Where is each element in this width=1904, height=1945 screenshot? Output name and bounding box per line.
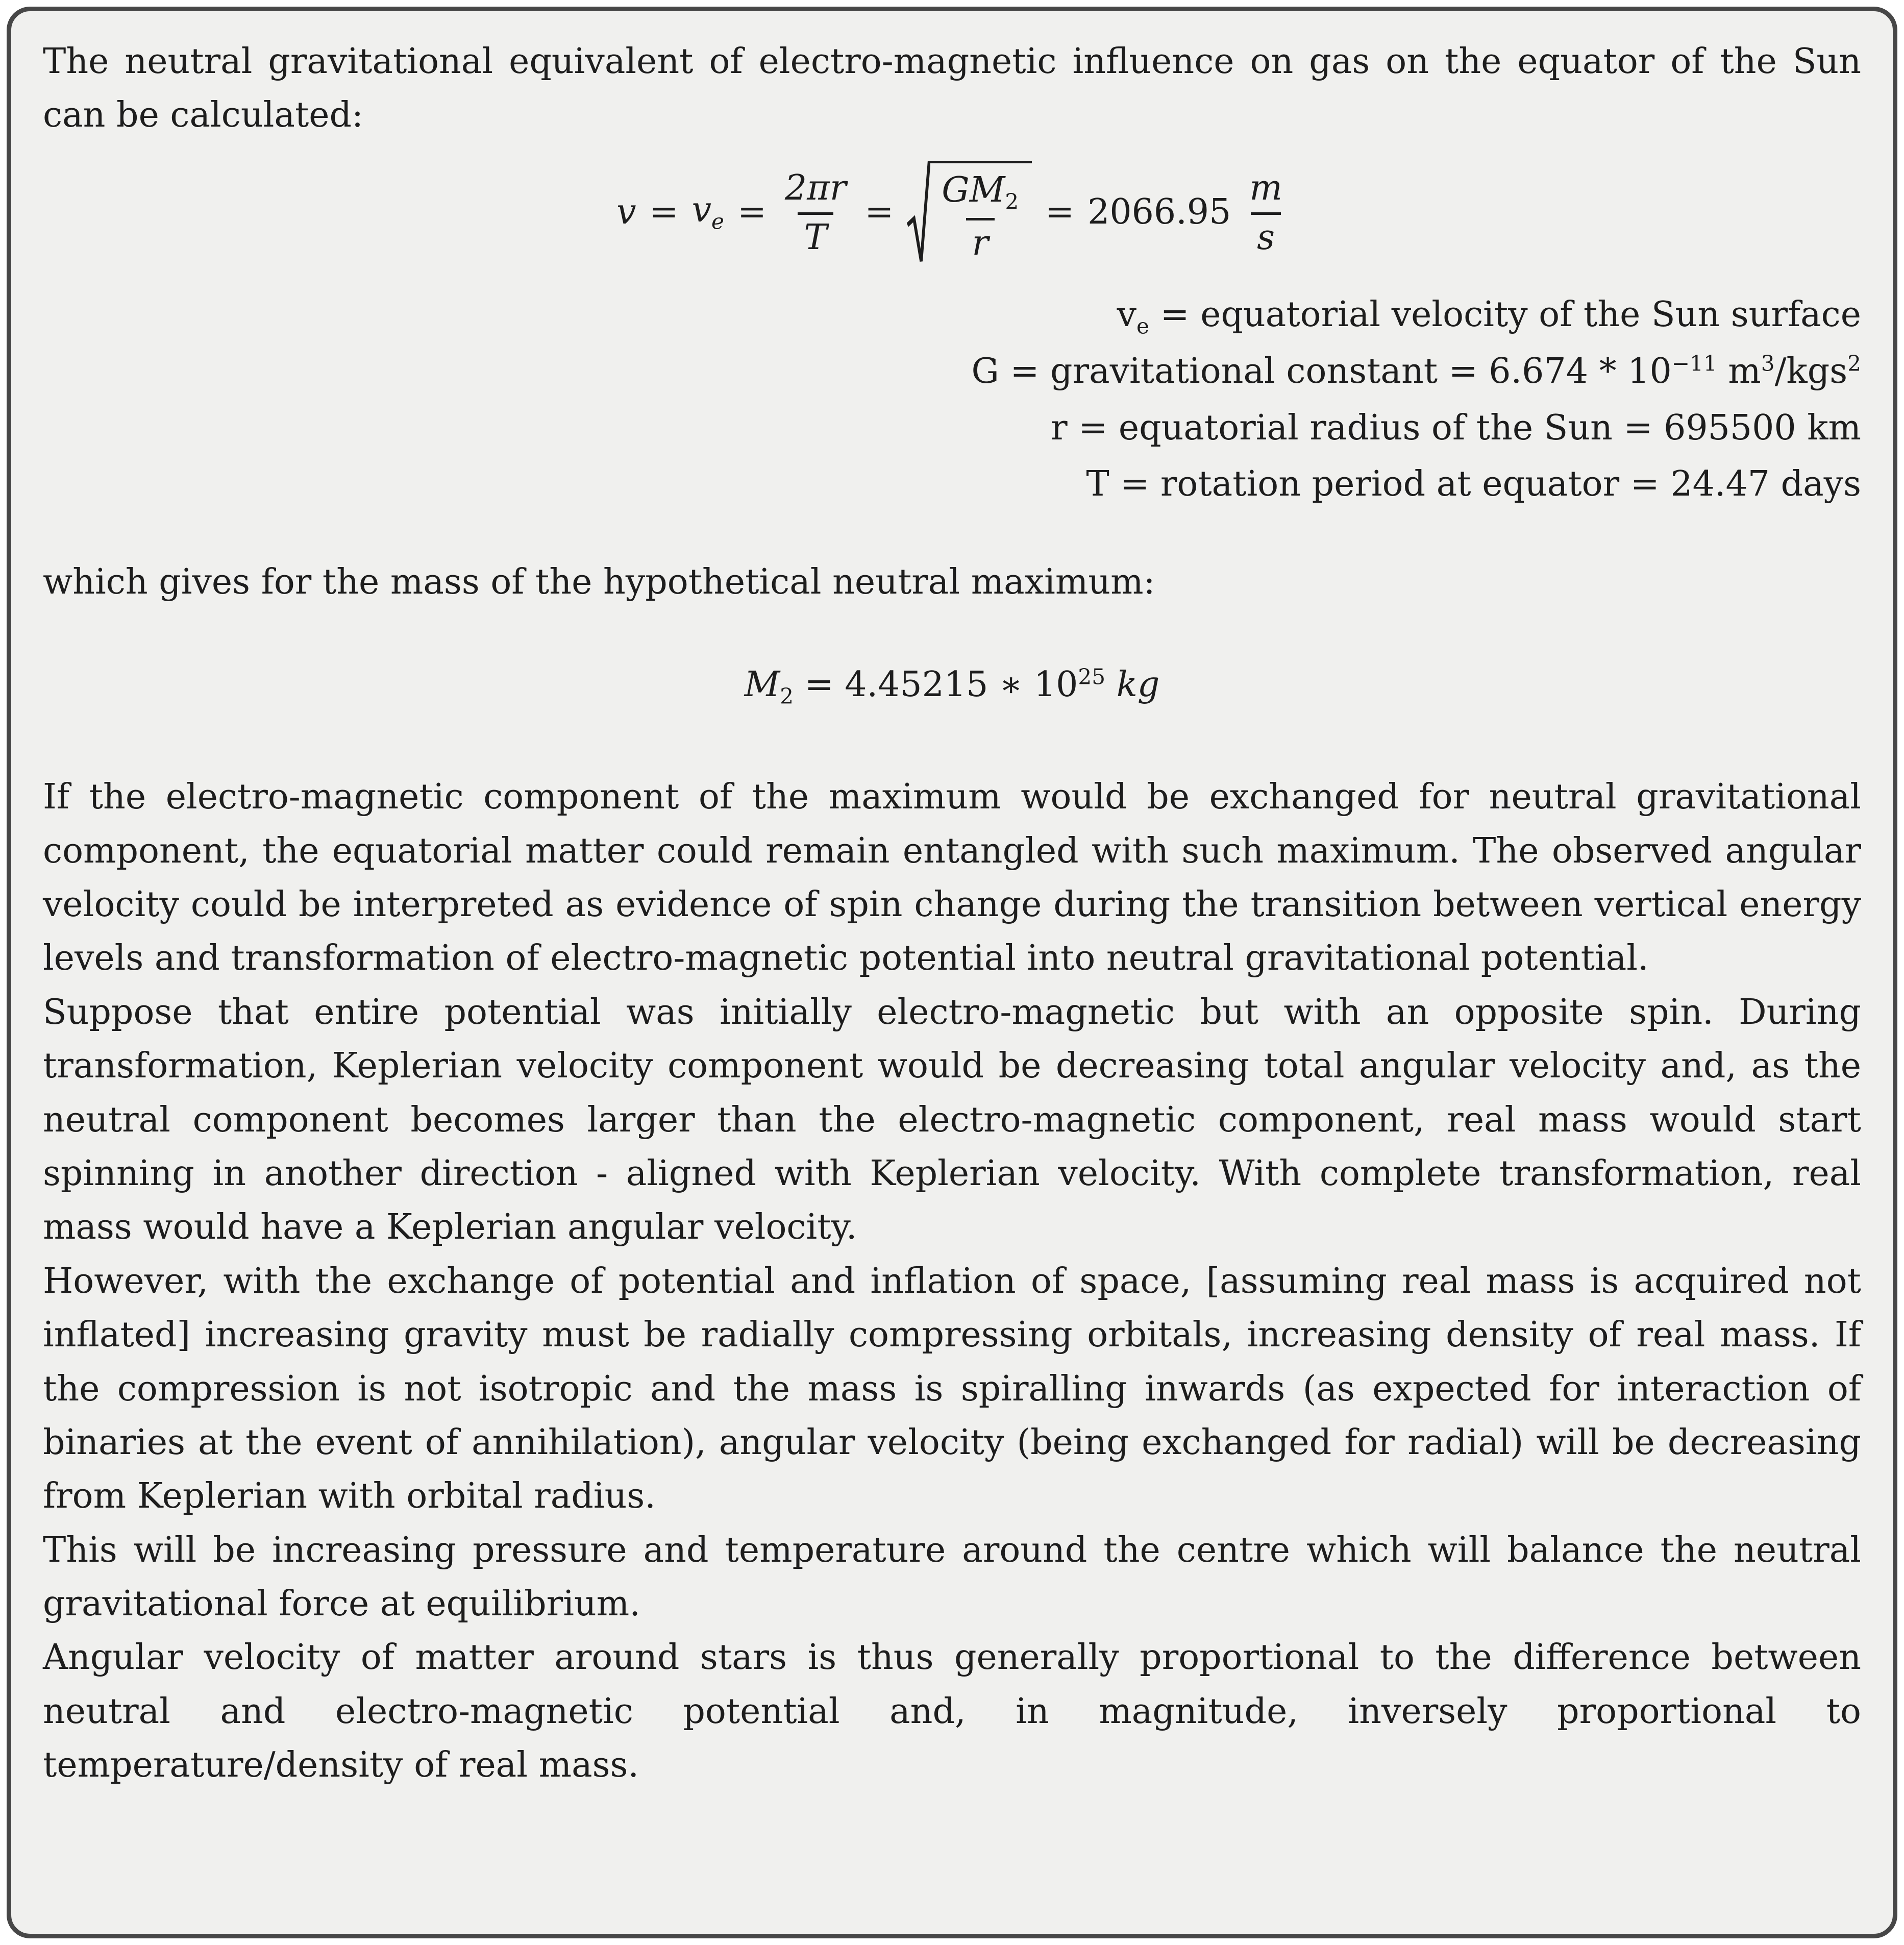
eq1-v: v (616, 192, 636, 233)
eq1-radicand-fraction (936, 168, 1024, 264)
symbol-definitions (43, 287, 1861, 512)
def-g-unit-exp-2: 2 (1847, 351, 1861, 376)
eq1-ve-base: v (691, 190, 711, 231)
def-ve-base: v (1117, 294, 1137, 335)
body-paragraph-3: However, with the exchange of potential and inflation of space, [assuming real mass is acquired not inflated] increasing gravity must be radially compressing orbitals, increasing density of real mass. If the compression is not isotropic and the mass is spiralling inwards (as expected for interaction of binaries at the event of annihilation), angular velocity (being exchanged for radial) will be decreasing from Keplerian with orbital radius. (43, 1261, 1861, 1517)
definition-rotation-period: T = rotation period at equator = 24.47 days (1086, 463, 1861, 504)
eq1-frac-numerator: 2πr (784, 168, 847, 209)
eq1-unit-denominator: s (1251, 212, 1281, 259)
eq1-gm: GM (942, 169, 1005, 210)
body-text (43, 770, 1861, 1792)
eq1-square-root (907, 161, 1032, 264)
body-paragraph-2: Suppose that entire potential was initially electro-magnetic but with an opposite spin. During transformation, Keplerian velocity component would be decreasing total angular velocity and, as the neutral component becomes larger than the electro-magnetic component, real mass would start spinning in another direction - aligned with Keplerian velocity. With complete transformation, real mass would have a Keplerian angular velocity. (43, 992, 1861, 1248)
eq1-m2-subscript: 2 (1005, 189, 1019, 214)
equals-sign: = (649, 192, 679, 233)
which-gives-paragraph: which gives for the mass of the hypothetical neutral maximum: (43, 561, 1155, 602)
eq1-unit-fraction-m-over-s (1244, 166, 1287, 258)
eq1-ve-subscript: e (711, 209, 724, 234)
equals-sign: = (1045, 192, 1075, 233)
body-paragraph-5: Angular velocity of matter around stars is thus generally proportional to the difference between neutral and electro-magnetic potential and, in magnitude, inversely proportional to temperature/density of real mass. (43, 1637, 1861, 1786)
equation-equatorial-velocity (43, 161, 1861, 264)
def-g-unit-exp-1: 3 (1761, 351, 1775, 376)
intro-paragraph: The neutral gravitational equivalent of electro-magnetic influence on gas on the equator of the Sun can be calculated: (43, 41, 1861, 136)
definition-gravitational-constant (43, 343, 1861, 400)
eq2-value: = 4.45215 ∗ 10 (794, 664, 1078, 705)
eq1-radicand-numerator (936, 168, 1024, 218)
equals-sign: = (737, 192, 766, 233)
eq1-ve (692, 190, 724, 234)
eq2-unit: kg (1105, 664, 1160, 705)
body-paragraph-1: If the electro-magnetic component of the maximum would be exchanged for neutral gravitational component, the equatorial matter could remain entangled with such maximum. The observed angular velocity could be interpreted as evidence of spin change during the transition between vertical energy levels and transformation of electro-magnetic potential into neutral gravitational potential. (43, 777, 1861, 979)
equation-neutral-maximum-mass (43, 658, 1861, 713)
eq1-radicand-denominator: r (966, 218, 995, 264)
sqrt-radical-icon (907, 161, 930, 264)
eq1-fraction-2pir-over-T (780, 166, 851, 258)
equals-sign: = (864, 192, 894, 233)
eq1-frac-denominator: T (798, 212, 833, 259)
body-paragraph-4: This will be increasing pressure and temperature around the centre which will balance the neutral gravitational force at equilibrium. (43, 1530, 1861, 1624)
eq2-m-subscript: 2 (780, 683, 794, 709)
eq2-m: M (744, 664, 780, 705)
def-g-unit-1: m (1717, 351, 1761, 392)
definition-equatorial-velocity (43, 287, 1861, 344)
eq1-result-value: 2066.95 (1087, 192, 1231, 233)
eq1-unit-numerator: m (1249, 168, 1282, 209)
def-ve-subscript: e (1136, 313, 1149, 339)
def-g-exponent: −11 (1671, 351, 1717, 376)
document-frame (7, 7, 1897, 1938)
eq2-exponent: 25 (1078, 664, 1106, 690)
def-g-text: G = gravitational constant = 6.674 * 10 (971, 351, 1672, 392)
def-ve-text: = equatorial velocity of the Sun surface (1149, 294, 1861, 335)
definition-equatorial-radius: r = equatorial radius of the Sun = 695500 km (1051, 407, 1861, 448)
eq1-radicand (930, 161, 1032, 264)
def-g-unit-2: /kgs (1774, 351, 1848, 392)
